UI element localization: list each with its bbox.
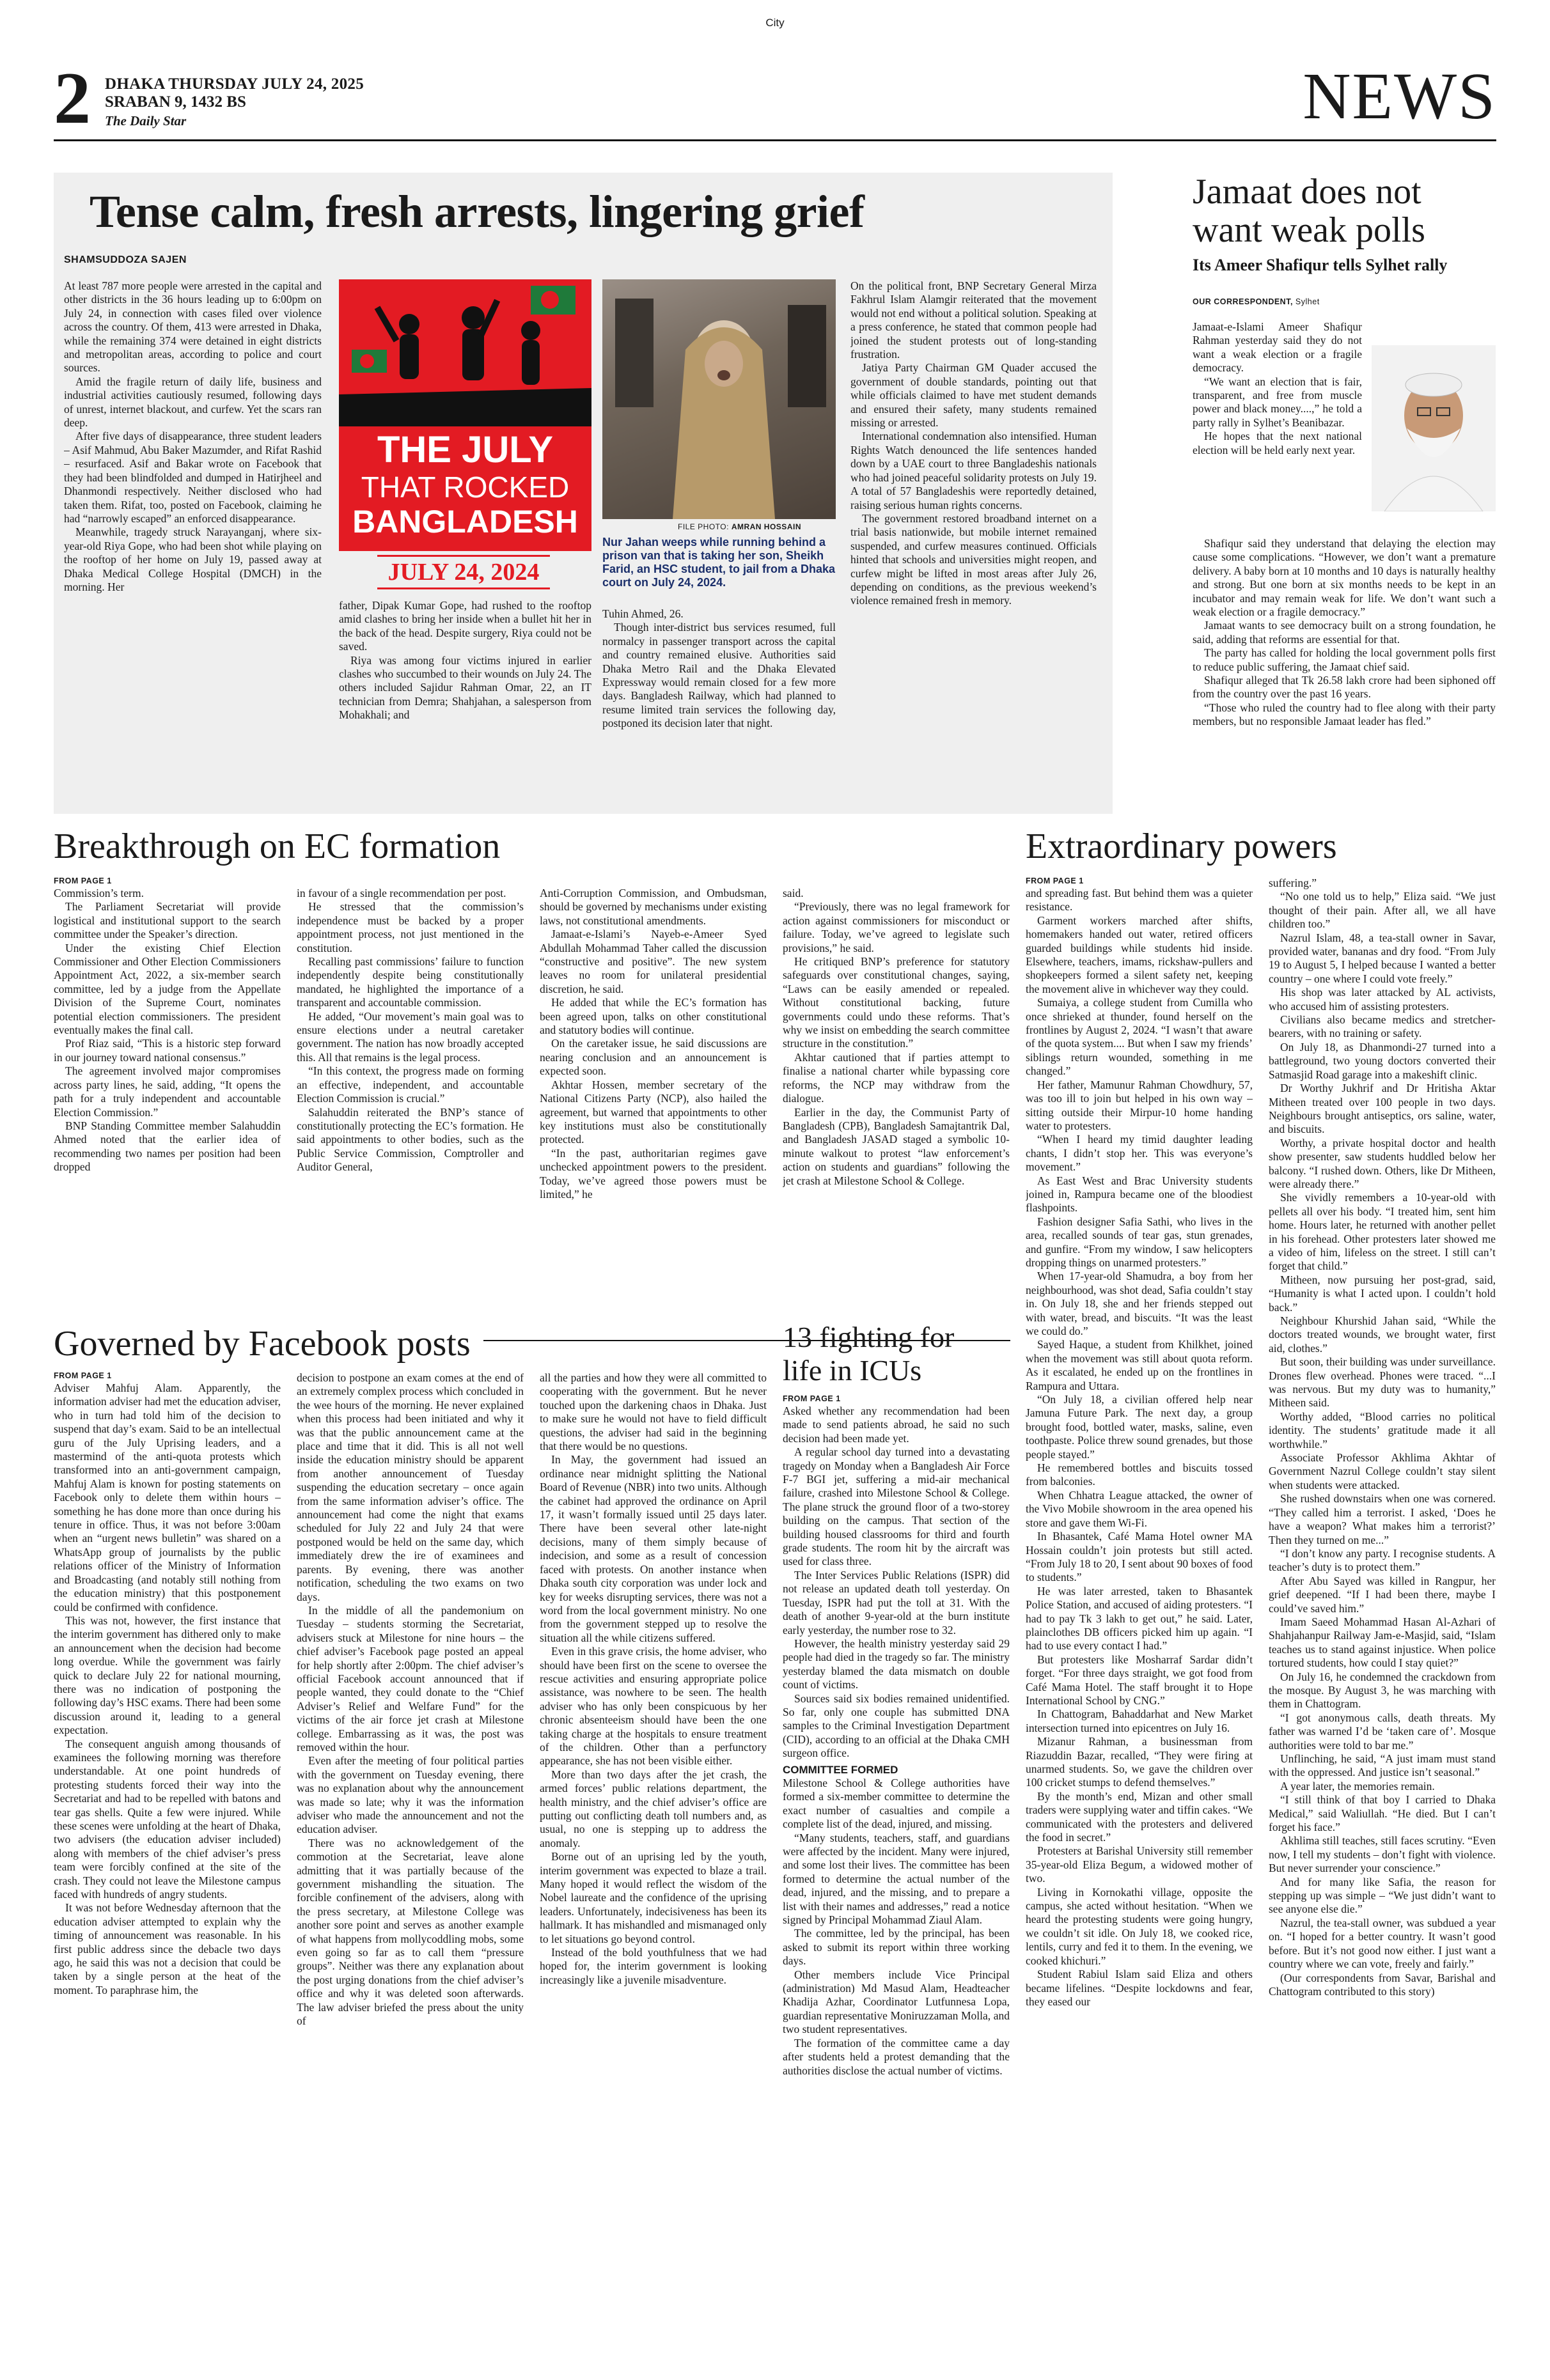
photo-caption: Nur Jahan weeps while running behind a prison van that is taking her son, Sheikh Farid, an HSC student, to jail from a Dhaka court on July 24, 2024. (602, 536, 836, 589)
logo-line2: THAT ROCKED (361, 471, 570, 504)
fb-headline: Governed by Facebook posts (54, 1323, 483, 1364)
fb-col2: decision to postpone an exam comes at the end of an extremely complex process which concluded in the wee hours of the morning. He never explained when this process had been initiated and why it was that the public announcement came at the place and time that it did. This is all not well inside the education ministry should be apparent from another announcement of Tuesday suspending the education secretary – once again from the same information adviser’s office. The announcement had come the night that exams scheduled for July 22 and July 24 that were postponed would be held on the same day, which immediately drew the ire of examinees and parents. By evening, there was another notification, scheduling the two exams on two days. In the middle of all the pandemonium on Tuesday – students storming the Secretariat, advisers stuck at Milestone for nine hours – the chief adviser’s Facebook page posted an appeal for help shortly after 2:00pm. The chief adviser’s official Facebook account announced that if people wanted, they could donate to the “Chief Adviser’s Relief and Welfare Fund” for the victims of the air force jet crash at Milestone college. Embarrassing as it was, the post was removed within the hour. Even after the meeting of four political parties with the government on Tuesday evening, there was no explanation about why the announcement was made so late; why it was the information adviser who made the announcement and not the education adviser. There was no acknowledgement of the commotion at the Secretariat, leave alone admitting that it was partially because of the government mishandling the situation. The forcible confinement of the advisers, along with the press secretary, at Milestone College was another sore point and serves as another example of what happens from mollycoddling mobs, some even going so far as to call them “pressure groups”. Neither was there any explanation about the post urging donations from the chief adviser’s office and why it was deleted soon afterwards. The law adviser briefed the press about the unity of (297, 1371, 524, 2028)
masthead-rule (54, 139, 1496, 141)
lead-photo (602, 279, 836, 519)
jamaat-rest: Shafiqur said they understand that delaying the election may cause some complications. “However, we don’t want a premature delivery. A baby born at 10 months and 10 days is naturally healthy and strong. But one born at six months needs to be kept in an incubator and may remain weak for life. We don’t want such a weak election or a fragile democracy.” Jamaat wants to see democracy built on a strong foundation, he said, adding that reforms are essential for that. The party has called for holding the local government polls first to reduce public suffering, the Jamaat chief said. Shafiqur alleged that Tk 26.58 lakh crore had been siphoned off from the country over the past 16 years. “Those who ruled the country had to flee along with their party members, but no responsible Jamaat leader has fled.” (1193, 537, 1496, 728)
ec-from: FROM PAGE 1 (54, 876, 112, 885)
photo-figure (602, 279, 836, 519)
logo-line1: THE JULY (377, 429, 554, 471)
fb-col1: Adviser Mahfuj Alam. Apparently, the information adviser had met the education adviser, who in turn had told him of the decision to suspend that day’s exam. Said to be an intellectual guru of the July Uprising leaders, and a mastermind of the anti-quota protests which transformed into an anti-government campaign, Mahfuj Alam is known for posting statements on Facebook only to delete them within hours – something he has done more than once during his tenure in office. Thus, it was not before 3:00am when an “urgent news bulletin” was shared on a WhatsApp group of journalists by the public relations officer of the Ministry of Information and Broadcasting (and notably still nothing from the education ministry) that this postponement could be confirmed with confidence. This was not, however, the first instance that the interim government has dithered only to make an announcement when the decision had become long overdue. While the government was fairly quick to declare July 22 for national mourning, there was no indication of postponing the following day’s HSC exams. There had been some discussion around it, leading to a general expectation. The consequent anguish among thousands of examinees the following morning was therefore understandable. At one point hundreds of protesting students forced their way into the Secretariat and had to be repelled with batons and tear gas shells. Quite a few were injured. While these scenes were unfolding at the heart of Dhaka, two advisers (the education adviser included) along with members of the chief adviser’s press team were forcibly confined at the site of the crash. They could not leave the Milestone campus faced with hundreds of angry students. It was not before Wednesday afternoon that the education adviser attempted to explain why the timing of announcement was reasonable. In his first public address since the debacle two days ago, he said this was not a decision that could be taken by a single person at the heat of the moment. To paraphrase him, the (54, 1381, 281, 1996)
powers-headline: Extraordinary powers (1026, 827, 1337, 866)
jamaat-subhead: Its Ameer Shafiqur tells Sylhet rally (1193, 256, 1448, 274)
july-logo (339, 279, 591, 551)
jamaat-intro: Jamaat-e-Islami Ameer Shafiqur Rahman yesterday said they do not want a weak election or a fragile democracy. “We want an election that is fair, transparent, and free from muscle power and black money....,” he told a party rally in Sylhet’s Beanibazar. He hopes that the next national election will be held early next year. (1193, 320, 1362, 456)
icu-headline: 13 fighting for life in ICUs (783, 1321, 955, 1387)
ec-col1: Commission’s term. The Parliament Secretariat will provide logistical and institutional support to the search committee under the Speaker’s direction. Under the existing Chief Election Commissioner and Other Election Commissioners Appointment Act, 2022, a six-member search committee, led by a judge from the Appellate Division of the Supreme Court, nominates potential election commissioners. The president eventually makes the final call. Prof Riaz said, “This is a historic step forward in our journey toward national consensus.” The agreement involved major compromises across party lines, he said, adding, “It opens the path for a truly independent and accountable Election Commission.” BNP Standing Committee member Salahuddin Ahmed noted that the earlier idea of recommending two names per position had been dropped (54, 887, 281, 1174)
jamaat-headline: Jamaat does not want weak polls (1193, 172, 1425, 250)
hijri-date: SRABAN 9, 1432 BS (105, 93, 246, 111)
page-number: 2 (54, 58, 91, 139)
logo-date: JULY 24, 2024 (377, 555, 550, 589)
ec-col3: Anti-Corruption Commission, and Ombudsman, should be governed by mechanisms under existing laws, not constitutional amendments. Jamaat-e-Islami’s Nayeb-e-Ameer Syed Abdullah Mohammad Taher called the discussion “constructive and positive”. The new system leaves no room for unilateral presidential discretion, he said. He added that while the EC’s formation has been agreed upon, talks on other constitutional and statutory bodies will continue. On the caretaker issue, he said discussions are nearing conclusion and an announcement is expected soon. Akhtar Hossen, member secretary of the National Citizens Party (NCP), also hailed the agreement, but warned that appointments to other key institutions must also be constitutionally protected. “In the past, authoritarian regimes gave unchecked appointment powers to the president. Today, we’ve agreed those powers must be limited,” he (540, 887, 767, 1201)
jamaat-portrait (1372, 345, 1496, 511)
ec-col4: said. “Previously, there was no legal framework for action against commissioners for misconduct or failure. Today, we’ve agreed to legislate such provisions,” he said. He critiqued BNP’s preference for statutory safeguards over constitutional changes, saying, “Laws can be easily amended or repealed. Without constitutional backing, future governments could undo these reforms. That’s why we insist on embedding the search committee structure in the constitution.” Akhtar cautioned that if parties attempt to finalise a national charter while bypassing core reforms, the NCP may withdraw from the dialogue. Earlier in the day, the Communist Party of Bangladesh (CPB), Bangladesh Samajtantrik Dal, and Bangladesh JASAD staged a symbolic 10-minute walkout to protest “law enforcement’s action on students and guardians” following the jet crash at Milestone School & College. (783, 887, 1010, 1187)
paper-logo: The Daily Star (105, 113, 187, 128)
fb-col3: all the parties and how they were all committed to cooperating with the government. But he never touched upon the darkening chaos in Dhaka. Just to make sure he would not have to field difficult questions, the adviser had said in the beginning that there would be no questions. In May, the government had issued an ordinance near midnight splitting the National Board of Revenue (NBR) into two units. Although the cabinet had approved the ordinance on April 17, it wasn’t formally issued until 25 days later. There have been several other late-night decisions, many of them simply because of indecision, and some as a result of concession faced with protests. On another instance when Dhaka south city corporation was under lock and key for weeks disrupting services, there was not a word from the local government ministry. No one from the government stepped up to resolve the situation all the while citizens suffered. Even in this grave crisis, the home adviser, who should have been first on the scene to oversee the rescue activities and ensuring appropriate police assistance, was nowhere to be seen. The health adviser who has only been conspicuous by her chronic absenteeism should have been the one taking charge at the hospitals to ensure treatment of the children. Other than a perfunctory appearance, she has not been visible either. More than two days after the jet crash, the armed forces’ public relations department, the health ministry, and the chief adviser’s office are putting out conflicting death toll numbers and, as usual, no one is stepping up to address the anomaly. Borne out of an uprising led by the youth, interim government was expected to blaze a trail. Many hoped it would reflect the wisdom of the Nobel laureate and the confidence of the uprising leaders. Unfortunately, indecisiveness has been its hallmark. It has mishandled and mismanaged only to let situations go beyond control. Instead of the bold youthfulness that we had hoped for, the interim government is looking increasingly like a juvenile misadventure. (540, 1371, 767, 1986)
lead-col2: father, Dipak Kumar Gope, had rushed to the rooftop amid clashes to bring her inside when a bullet hit her in the back of the head. Despite surgery, Riya could not be saved. Riya was among four victims injured in earlier clashes who succumbed to their wounds on July 24. The others included Sajidur Rahman Omar, 22, an IT technician from Demra; Shahjahan, a salesperson from Mohakhali; and (339, 599, 591, 722)
committee-subhead: COMMITTEE FORMED (783, 1763, 898, 1776)
powers-from: FROM PAGE 1 (1026, 876, 1084, 885)
logo-line3: BANGLADESH (352, 504, 578, 540)
section-label: City (765, 17, 785, 29)
powers-col1: and spreading fast. But behind them was a quieter resistance. Garment workers marched after shifts, homemakers handed out water, retired officers guarded buildings while students hid inside. Elsewhere, teachers, imams, rickshaw-pullers and shopkeepers formed a silent safety net, keeping the movement alive in whichever way they could. Sumaiya, a college student from Cumilla who once shrieked at thunder, found herself on the frontlines by August 2, 2024. “I wasn’t that aware of the quota system.... But when I saw my friends’ siblings return wounded, something in me changed.” Her father, Mamunur Rahman Chowdhury, 57, was too ill to join but helped in his own way – sitting outside their Mirpur-10 home handing water to protesters. “When I heard my timid daughter leading chants, I didn’t stop her. This was everyone’s movement.” As East West and Brac University students joined in, Rampura became one of the bloodiest flashpoints. Fashion designer Safia Sathi, who lives in the area, recalled sounds of tear gas, stun grenades, and gunfire. “From my window, I saw helicopters dropping things on unarmed protesters.” When 17-year-old Shamudra, a boy from her neighbourhood, was shot dead, Safia couldn’t stay in. On July 18, she and her friends stepped out with water, bread, and biscuits. “It was the least we could do.” Sayed Haque, a student from Khilkhet, joined when the movement was still about quota reform. As it escalated, he ended up on the frontlines in Rampura and Uttara. “On July 18, a civilian offered help near Jamuna Future Park. The next day, a group brought food, bottled water, masks, saline, even toothpaste. Police threw sound grenades, but those people stayed.” He remembered bottles and biscuits tossed from balconies. When Chhatra League attacked, the owner of the Vivo Mobile showroom in the area opened his store and gave them Wi-Fi. In Bhasantek, Café Mama Hotel owner MA Hossain couldn’t join protests but still acted. “From July 18 to 20, I sent about 90 boxes of food to students.” He was later arrested, taken to Bhasantek Police Station, and accused of aiding protesters. “I had to pay Tk 3 lakh to get out,” he said. Later, plainclothes DB officers picked him up again. “I had to use every contact I had.” But protesters like Mosharraf Sardar didn’t forget. “For three days straight, we got food from Café Mama Hotel. The staff brought it to Hope International School by CNG.” In Chattogram, Bahaddarhat and New Market intersection turned into epicentres on July 16. Mizanur Rahman, a businessman from Riazuddin Bazar, recalled, “They were firing at unarmed students. So, we gave the children over 100 cricket stumps to defend themselves.” By the month’s end, Mizan and other small traders were supplying water and tiffin cakes. “We communicated with the protesters and delivered the food in secret.” Protesters at Barishal University still remember 35-year-old Eliza Begum, a widowed mother of two. Living in Kornokathi village, opposite the campus, she acted without hesitation. “When we heard the protesting students were going hungry, we couldn’t sit idle. On July 18, we cooked rice, lentils, curry and fed it to them. In the evening, we cooked khichuri.” Student Rabiul Islam said Eliza and others became lifelines. “Despite lockdowns and fear, they eased our (1026, 887, 1253, 2008)
fb-from: FROM PAGE 1 (54, 1371, 112, 1380)
lead-col1: At least 787 more people were arrested in the capital and other districts in the 36 hours leading up to 6:00pm on July 24, in connection with cases filed over violence across the country. Of them, 413 were arrested in Dhaka, while the remaining 374 were detained in eight districts and metropolitan areas, according to police and court sources. Amid the fragile return of daily life, business and industrial activities cautiously resumed, following days of unrest, internet blackout, and curfew. Yet the scars ran deep. After five days of disappearance, three student leaders – Asif Mahmud, Abu Baker Mazumder, and Rifat Rashid – resurfaced. Asif and Bakar wrote on Facebook that they had been blindfolded and dumped in Hatirjheel and Dhanmondi respectively. Neither disclosed who had taken them. Rifat, too, posted on Facebook, claiming he had “narrowly escaped” an enforced disappearance. Meanwhile, tragedy struck Narayanganj, where six-year-old Riya Gope, who had been shot while playing on the rooftop of her home on July 19, passed away at Dhaka Medical College Hospital (DMCH) in the morning. Her (64, 279, 322, 593)
jamaat-byline: OUR CORRESPONDENT, Sylhet (1193, 297, 1320, 306)
ec-headline: Breakthrough on EC formation (54, 827, 501, 866)
icu-from: FROM PAGE 1 (783, 1394, 841, 1403)
ec-col2: in favour of a single recommendation per post. He stressed that the commission’s independence must be backed by a proper appointment process, not just mentioned in the constitution. Recalling past commissions’ failure to function independently despite being constitutionally mandated, he highlighted the importance of a transparent and accountable commission. He added, “Our movement’s main goal was to ensure elections under a neutral caretaker government. The nation has now broadly accepted this. All that remains is the legal process. “In this context, the progress made on forming an effective, independent, and accountable Election Commission is crucial.” Salahuddin reiterated the BNP’s stance of constitutionally protecting the EC’s formation. He said appointments to other bodies, such as the Public Service Commission, Comptroller and Auditor General, (297, 887, 524, 1174)
lead-col4: On the political front, BNP Secretary General Mirza Fakhrul Islam Alamgir reiterated that the movement would not end without a political solution. Speaking at a press conference, he stated that common people had joined the student protests out of long-standing frustration. Jatiya Party Chairman GM Quader accused the government of double standards, pointing out that while officials claimed to have met student demands and ensured their safety, many students remained missing or arrested. International condemnation also intensified. Human Rights Watch denounced the life sentences handed down by a UAE court to three Bangladeshis nationals who had joined peaceful solidarity protests on July 19. A total of 57 Bangladeshis were reportedly detained, raising serious human rights concerns. The government restored broadband internet on a trial basis nationwide, but mobile internet remained suspended, and curfew measures continued. Officials hinted that schools and universities might reopen, and curfew might be lifted in most areas after July 26, depending on conditions, as the previous weekend’s violence remained fresh in memory. (850, 279, 1097, 607)
lead-col3: Tuhin Ahmed, 26. Though inter-district bus services resumed, full normalcy in passenger transport across the capital and country remained elusive. Authorities said Dhaka Metro Rail and the Dhaka Elevated Expressway would remain closed for a few more days. Bangladesh Railway, which had planned to resume limited train services the following day, postponed its decision later that night. (602, 607, 836, 730)
dateline: DHAKA THURSDAY JULY 24, 2025 (105, 75, 364, 93)
portrait-figure (1372, 345, 1496, 511)
powers-col2: suffering.” “No one told us to help,” Eliza said. “We just thought of their pain. After all, we all have children too.” Nazrul Islam, 48, a tea-stall owner in Savar, provided water, bananas and dry food. “From July 19 to August 5, I helped because I wanted a better country – one where I could vote freely.” His shop was later attacked by AL activists, who accused him of assisting protesters. Civilians also became medics and stretcher-bearers, with no training or safety. On July 18, as Dhanmondi-27 turned into a battleground, two young doctors converted their Satmasjid Road garage into a makeshift clinic. Dr Worthy Jukhrif and Dr Hritisha Aktar Mitheen treated over 100 people in two days. Neighbours brought antiseptics, ors saline, water, and biscuits. Worthy, a private hospital doctor and health show presenter, saw students huddled below her balcony. “I rushed down. Others, like Dr Mitheen, were already there.” She vividly remembers a 10-year-old with pellets all over his body. “I treated him, sent him home. Hours later, he returned with another pellet in his forehead. Other protesters later showed me a video of him, lifeless on the street. I still can’t forget that child.” Mitheen, now pursuing her post-grad, said, “Humanity is what I acted upon. I couldn’t hold back.” Neighbour Khurshid Jahan said, “While the doctors treated wounds, we brought water, first aid, clothes.” But soon, their building was under surveillance. Drones flew overhead. Phones were traced. “...I was nervous. But my duty was to humanity,” Mitheen said. Worthy added, “Blood carries no political identity. The students’ gratitude made it all worthwhile.” Associate Professor Akhlima Akhtar of Government Nazrul College couldn’t stay silent when students were attacked. She rushed downstairs when one was cornered. “They called him a terrorist. I asked, ‘Does he have a weapon? What makes him a terrorist?’ Then they turned on me...” “I don’t know any party. I recognise students. A teacher’s duty is to protect them.” After Abu Sayed was killed in Rangpur, her grief deepened. “If I had been there, maybe I could’ve saved him.” Imam Saeed Mohammad Hasan Al-Azhari of Shahjahanpur Railway Jam-e-Masjid, said, “Islam teaches us to stand against injustice. When police tortured students, how could I stay quiet?” On July 16, he condemned the crackdown from the mosque. By August 3, he was marching with them in Chattogram. “I got anonymous calls, death threats. My father was warned I’d be ‘taken care of’. Mosque authorities were told to bar me.” Unflinching, he said, “A just imam must stand with the oppressed. And justice isn’t seasonal.” A year later, the memories remain. “I still think of that boy I carried to Dhaka Medical,” said Waliullah. “He died. But I can’t forget his face.” Akhlima still teaches, still faces scrutiny. “Even now, I tell my students – don’t fight with violence. But never surrender your conscience.” And for many like Safia, the reason for stepping up was simple – “We just didn’t want to see anyone else die.” Nazrul, the tea-stall owner, was subdued a year on. “I hoped for a better country. It wasn’t good before. But it’s not good now either. I just want a country where we can vote, freely and fairly.” (Our correspondents from Savar, Barishal and Chattogram contributed to this story) (1269, 876, 1496, 1998)
lead-byline: SHAMSUDDOZA SAJEN (64, 254, 187, 265)
photo-credit: FILE PHOTO: AMRAN HOSSAIN (678, 522, 801, 531)
lead-headline: Tense calm, fresh arrests, lingering grief (90, 186, 865, 237)
icu-col: Asked whether any recommendation had been made to send patients abroad, he said no such decision had been made yet. A regular school day turned into a devastating tragedy on Monday when a Bangladesh Air Force F-7 BGI jet, suffering a mid-air mechanical failure, crashed into Milestone School & College. The plane struck the ground floor of a two-storey building on the campus. That section of the building housed classrooms for third and fourth grade students. The room hit by the aircraft was used for class three. The Inter Services Public Relations (ISPR) did not release an updated death toll yesterday. On Tuesday, ISPR had put the toll at 31. With the death of another 9-year-old at the burn institute early yesterday, the number rose to 32. However, the health ministry yesterday said 29 people had died in the tragedy so far. The ministry yesterday blamed the data mismatch on double count of victims. Sources said six bodies remained unidentified. So far, only one couple has submitted DNA samples to the Criminal Investigation Department (CID), according to an official at the Dhaka CMH surgeon office. COMMITTEE FORMED Milestone School & College authorities have formed a six-member committee to determine the exact number of casualties and compile a complete list of the dead, injured, and missing. “Many students, teachers, staff, and guardians were affected by the incident. Many were injured, and some lost their lives. The committee has been formed to determine the actual number of the dead, injured, and the missing, and to prepare a list with their names and addresses,” read a notice signed by Principal Mohammad Ziaul Alam. The committee, led by the principal, has been asked to submit its report within three working days. Other members include Vice Principal (administration) Md Masud Alam, Headteacher Khadija Azhar, Coordinator Lutfunnesa Lopa, guardian representative Moniruzzaman Molla, and two student representatives. The formation of the committee came a day after students held a protest demanding that the authorities disclose the actual number of victims. (783, 1404, 1010, 2077)
protest-illustration (339, 279, 591, 426)
section-title: NEWS (1303, 59, 1496, 133)
